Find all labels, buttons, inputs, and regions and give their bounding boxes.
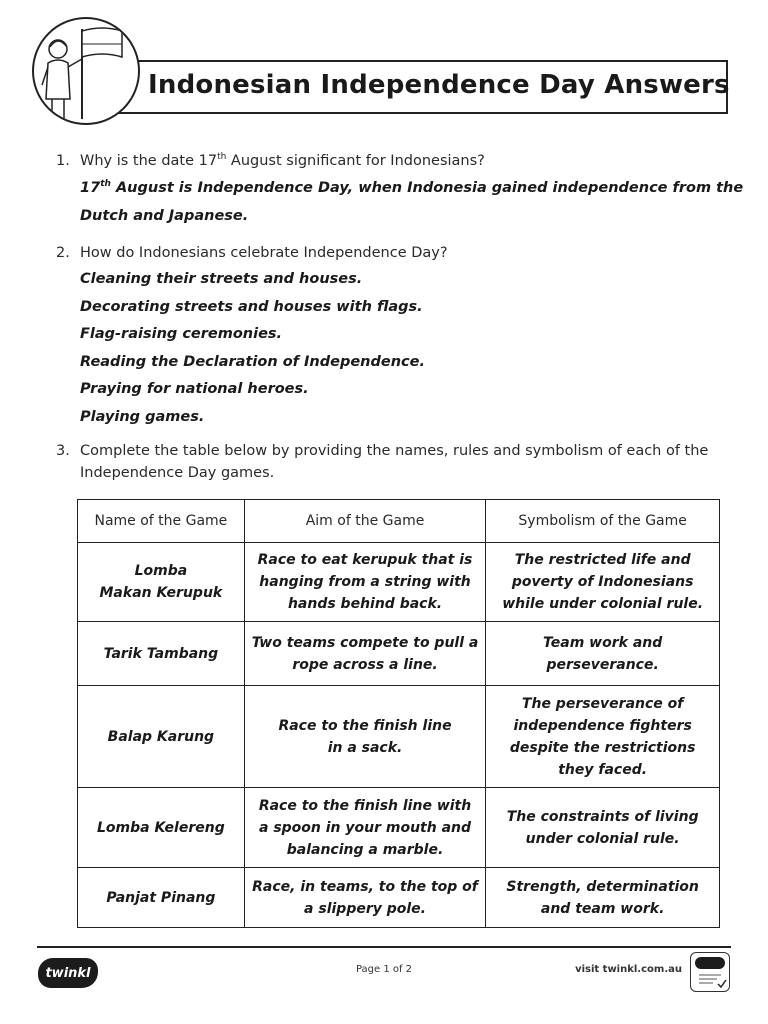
game-symbolism-cell: The constraints of living under colonial rule. — [486, 788, 720, 868]
game-symbolism-cell: The perseverance of independence fighters despite the restrictions they faced. — [486, 686, 720, 788]
games-table — [77, 499, 720, 928]
column-header: Symbolism of the Game — [486, 500, 720, 543]
table-row — [78, 622, 720, 686]
game-symbolism-cell: Team work and perseverance. — [486, 622, 720, 686]
question-text: Complete the table below by providing the names, rules and symbolism of each of the Independence Day games. — [80, 443, 709, 481]
game-aim-cell: Race to eat kerupuk that is hanging from a string with hands behind back. — [244, 543, 486, 622]
answer-1 — [80, 175, 744, 230]
quality-standard-badge-icon — [690, 952, 730, 992]
footer-divider — [37, 946, 731, 948]
answer-line: 17th August is Independence Day, when Indonesia gained independence from the — [80, 179, 744, 196]
table-row — [78, 686, 720, 788]
question-number: 1. — [56, 153, 70, 169]
question-2 — [56, 242, 716, 264]
game-name-cell: Lomba Kelereng — [78, 788, 245, 868]
child-with-flag-icon — [34, 19, 138, 123]
game-aim-cell: Race to the finish line with a spoon in your mouth and balancing a marble. — [244, 788, 486, 868]
header-illustration — [32, 17, 140, 125]
page-title: Indonesian Independence Day Answers — [148, 70, 730, 100]
game-name-cell: Panjat Pinang — [78, 868, 245, 928]
page-number: Page 1 of 2 — [355, 964, 413, 975]
answer-line: Dutch and Japanese. — [80, 207, 249, 224]
column-header: Aim of the Game — [244, 500, 486, 543]
game-aim-cell: Race to the finish line in a sack. — [244, 686, 486, 788]
game-name-cell: Tarik Tambang — [78, 622, 245, 686]
answer-line: Cleaning their streets and houses. — [80, 271, 363, 287]
answer-line: Flag-raising ceremonies. — [80, 326, 283, 342]
game-symbolism-cell: Strength, determination and team work. — [486, 868, 720, 928]
answer-line: Playing games. — [80, 408, 205, 425]
table-row — [78, 868, 720, 928]
game-aim-cell: Two teams compete to pull a rope across a line. — [244, 622, 486, 686]
question-1 — [56, 150, 716, 172]
answer-line: Decorating streets and houses with flags. — [80, 298, 423, 315]
twinkl-logo: twinkl — [38, 958, 98, 988]
question-number: 3. — [56, 443, 70, 459]
question-text: How do Indonesians celebrate Independence Day? — [80, 245, 448, 261]
column-header: Name of the Game — [78, 500, 245, 543]
game-symbolism-cell: The restricted life and poverty of Indonesians while under colonial rule. — [486, 543, 720, 622]
website-link[interactable]: visit twinkl.com.au — [575, 964, 682, 975]
answer-line: Praying for national heroes. — [80, 381, 309, 397]
answer-line: Reading the Declaration of Independence. — [80, 353, 425, 370]
table-row — [78, 543, 720, 622]
answer-2 — [80, 266, 720, 431]
game-name-cell: Balap Karung — [78, 686, 245, 788]
game-aim-cell: Race, in teams, to the top of a slippery pole. — [244, 868, 486, 928]
game-name-cell: Lomba Makan Kerupuk — [78, 543, 245, 622]
table-header-row — [78, 500, 720, 543]
question-number: 2. — [56, 245, 70, 261]
table-row — [78, 788, 720, 868]
question-3 — [56, 440, 716, 484]
question-text: Why is the date 17th August significant for Indonesians? — [80, 152, 485, 169]
